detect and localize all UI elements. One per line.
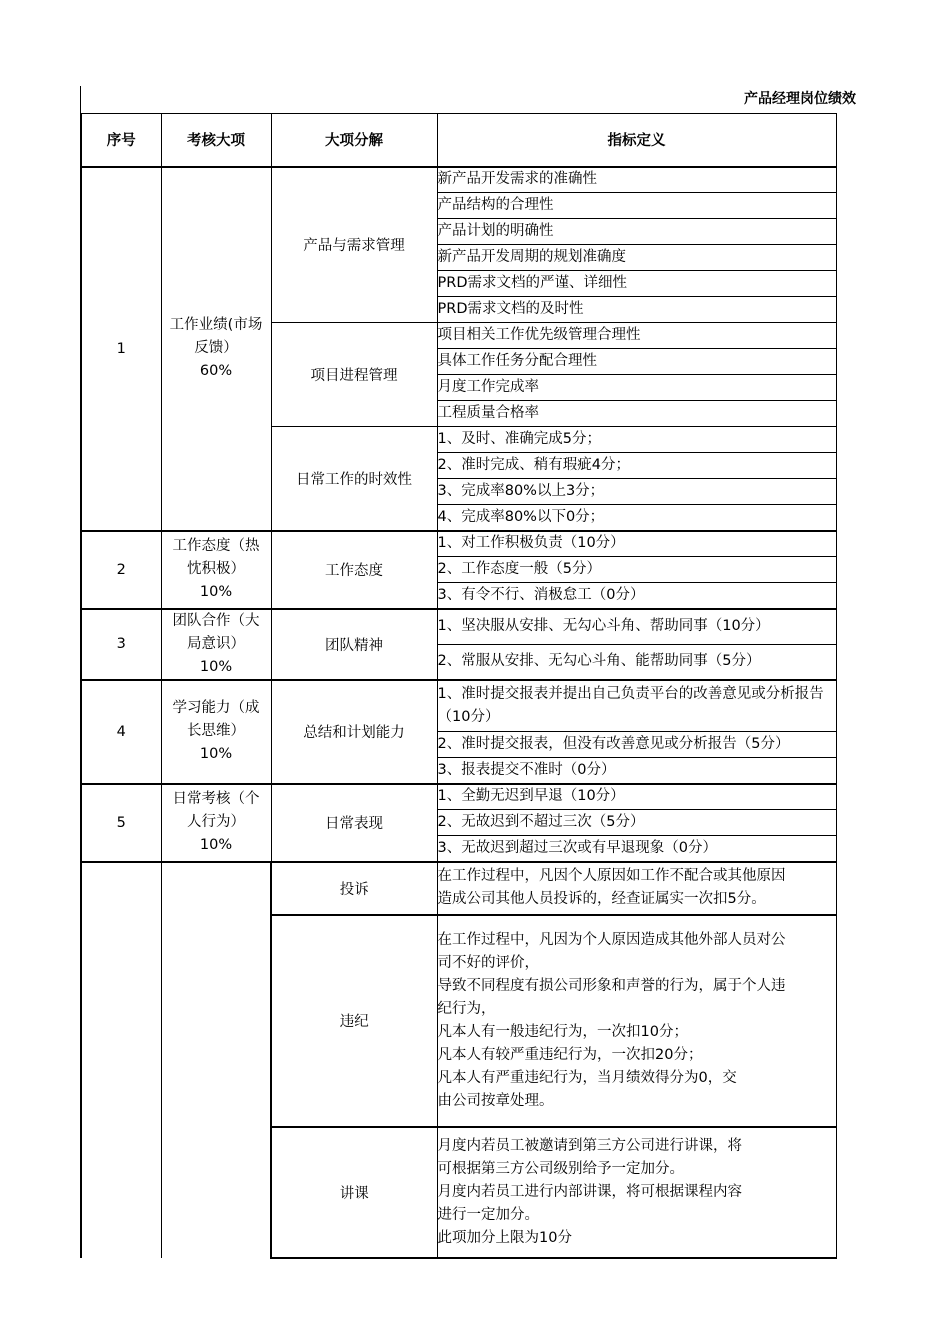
definition-cell: 1、准时提交报表并提出自己负责平台的改善意见或分析报告（10分） (437, 680, 836, 732)
seq-cell: 3 (81, 609, 161, 680)
definition-cell: PRD需求文档的严谨、详细性 (437, 271, 836, 297)
header-definition: 指标定义 (437, 114, 836, 167)
subcategory-cell: 日常工作的时效性 (271, 427, 437, 531)
subcategory-cell: 讲课 (271, 1127, 437, 1258)
header-subcategory: 大项分解 (271, 114, 437, 167)
definition-cell: 2、准时完成、稍有瑕疵4分； (437, 453, 836, 479)
definition-cell: 2、准时提交报表，但没有改善意见或分析报告（5分） (437, 732, 836, 758)
subcategory-cell: 总结和计划能力 (271, 680, 437, 784)
definition-cell: 2、工作态度一般（5分） (437, 557, 836, 583)
performance-table (80, 113, 837, 1259)
subcategory-cell: 项目进程管理 (271, 323, 437, 427)
category-cell: 工作态度（热 忱积极） 10% (161, 531, 271, 609)
definition-cell: 3、报表提交不准时（0分） (437, 758, 836, 784)
subcategory-cell: 团队精神 (271, 609, 437, 680)
category-cell: 日常考核（个 人行为） 10% (161, 784, 271, 862)
category-cell: 工作业绩(市场 反馈） 60% (161, 167, 271, 531)
header-seq: 序号 (81, 114, 161, 167)
definition-cell: 3、完成率80%以上3分； (437, 479, 836, 505)
definition-cell: 产品计划的明确性 (437, 219, 836, 245)
definition-cell: 工程质量合格率 (437, 401, 836, 427)
definition-cell: 1、全勤无迟到早退（10分） (437, 784, 836, 810)
seq-cell: 2 (81, 531, 161, 609)
definition-cell: 3、有令不行、消极怠工（0分） (437, 583, 836, 609)
subcategory-cell: 产品与需求管理 (271, 167, 437, 323)
definition-cell: 4、完成率80%以下0分； (437, 505, 836, 531)
definition-cell: 在工作过程中，凡因个人原因如工作不配合或其他原因 造成公司其他人员投诉的，经查证属实一次扣5分。 (437, 862, 836, 915)
seq-cell-empty (81, 862, 161, 1258)
definition-cell: 2、无故迟到不超过三次（5分） (437, 810, 836, 836)
category-cell-empty (161, 862, 271, 1258)
definition-cell: 具体工作任务分配合理性 (437, 349, 836, 375)
seq-cell: 5 (81, 784, 161, 862)
header-category: 考核大项 (161, 114, 271, 167)
definition-cell: 3、无故迟到超过三次或有早退现象（0分） (437, 836, 836, 862)
sheet-left-edge (80, 86, 81, 114)
definition-cell: 产品结构的合理性 (437, 193, 836, 219)
category-cell: 团队合作（大 局意识） 10% (161, 609, 271, 680)
definition-cell: 1、对工作积极负责（10分） (437, 531, 836, 557)
subcategory-cell: 工作态度 (271, 531, 437, 609)
subcategory-cell: 违纪 (271, 915, 437, 1127)
definition-cell: 在工作过程中，凡因为个人原因造成其他外部人员对公 司不好的评价， 导致不同程度有损公司形象和声誉的行为，属于个人违 纪行为， 凡本人有一般违纪行为，一次扣10分； 凡本人有较严重违纪行为，一次扣20分； 凡本人有严重违纪行为，当月绩效得分为0，交 由公司按章处理。 (437, 915, 836, 1127)
definition-cell: 月度工作完成率 (437, 375, 836, 401)
subcategory-cell: 投诉 (271, 862, 437, 915)
definition-cell: 项目相关工作优先级管理合理性 (437, 323, 836, 349)
page-title: 产品经理岗位绩效 (744, 91, 856, 107)
definition-cell: PRD需求文档的及时性 (437, 297, 836, 323)
definition-cell: 2、常服从安排、无勾心斗角、能帮助同事（5分） (437, 644, 836, 680)
seq-cell: 1 (81, 167, 161, 531)
category-cell: 学习能力（成 长思维） 10% (161, 680, 271, 784)
definition-cell: 1、及时、准确完成5分； (437, 427, 836, 453)
subcategory-cell: 日常表现 (271, 784, 437, 862)
definition-cell: 月度内若员工被邀请到第三方公司进行讲课，将 可根据第三方公司级别给予一定加分。 月度内若员工进行内部讲课，将可根据课程内容 进行一定加分。 此项加分上限为10分 (437, 1127, 836, 1258)
seq-cell: 4 (81, 680, 161, 784)
definition-cell: 新产品开发需求的准确性 (437, 167, 836, 193)
definition-cell: 新产品开发周期的规划准确度 (437, 245, 836, 271)
definition-cell: 1、坚决服从安排、无勾心斗角、帮助同事（10分） (437, 609, 836, 645)
